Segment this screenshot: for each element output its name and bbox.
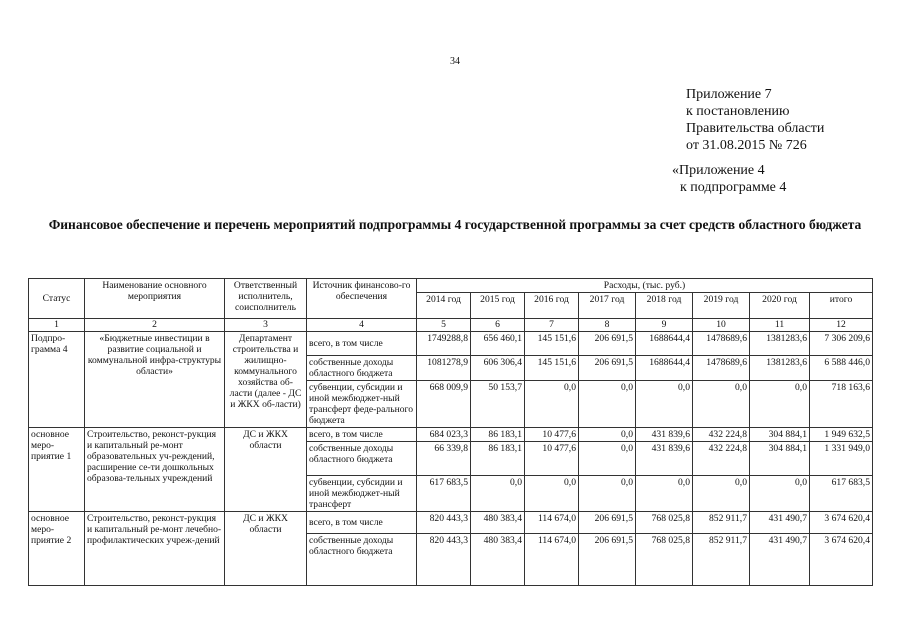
source-cell: собственные доходы областного бюджета <box>307 442 417 476</box>
col-number: 4 <box>307 319 417 332</box>
col-number: 1 <box>29 319 85 332</box>
value-cell: 50 153,7 <box>471 381 525 428</box>
total-cell: 1 949 632,5 <box>810 428 873 442</box>
value-cell: 617 683,5 <box>417 476 471 512</box>
value-cell: 206 691,5 <box>579 356 636 381</box>
value-cell: 0,0 <box>636 381 693 428</box>
value-cell: 431 839,6 <box>636 442 693 476</box>
source-cell: собственные доходы областного бюджета <box>307 534 417 586</box>
value-cell: 1081278,9 <box>417 356 471 381</box>
appendix-old-line: к подпрограмме 4 <box>680 180 787 195</box>
col-number: 11 <box>750 319 810 332</box>
value-cell: 432 224,8 <box>693 442 750 476</box>
value-cell: 0,0 <box>636 476 693 512</box>
value-cell: 0,0 <box>693 476 750 512</box>
value-cell: 431 490,7 <box>750 512 810 534</box>
value-cell: 480 383,4 <box>471 512 525 534</box>
total-cell: 3 674 620,4 <box>810 512 873 534</box>
value-cell: 0,0 <box>750 381 810 428</box>
header-expenses: Расходы, (тыс. руб.) <box>417 279 873 293</box>
appendix-line: Правительства области <box>686 121 825 136</box>
value-cell: 656 460,1 <box>471 332 525 356</box>
value-cell: 852 911,7 <box>693 512 750 534</box>
total-cell: 1 331 949,0 <box>810 442 873 476</box>
value-cell: 114 674,0 <box>525 534 579 586</box>
value-cell: 768 025,8 <box>636 512 693 534</box>
appendix-block <box>686 86 824 154</box>
status-cell: основное меро-приятие 2 <box>29 512 85 586</box>
value-cell: 0,0 <box>471 476 525 512</box>
value-cell: 606 306,4 <box>471 356 525 381</box>
value-cell: 1381283,6 <box>750 356 810 381</box>
value-cell: 1478689,6 <box>693 332 750 356</box>
value-cell: 0,0 <box>579 442 636 476</box>
value-cell: 66 339,8 <box>417 442 471 476</box>
header-year: 2016 год <box>525 293 579 319</box>
value-cell: 0,0 <box>693 381 750 428</box>
header-year: 2017 год <box>579 293 636 319</box>
page-number: 34 <box>450 56 460 67</box>
value-cell: 304 884,1 <box>750 442 810 476</box>
header-source: Источник финансово-го обеспечения <box>307 279 417 319</box>
header-name: Наименование основного мероприятия <box>85 279 225 319</box>
value-cell: 0,0 <box>579 381 636 428</box>
col-number: 12 <box>810 319 873 332</box>
header-year: 2020 год <box>750 293 810 319</box>
activity-name-cell: «Бюджетные инвестиции в развитие социальной и коммунальной инфра-структуры области» <box>85 332 225 428</box>
value-cell: 10 477,6 <box>525 442 579 476</box>
value-cell: 206 691,5 <box>579 332 636 356</box>
total-cell: 3 674 620,4 <box>810 534 873 586</box>
total-cell: 6 588 446,0 <box>810 356 873 381</box>
header-executor: Ответственный исполнитель, соисполнитель <box>225 279 307 319</box>
value-cell: 304 884,1 <box>750 428 810 442</box>
col-number: 6 <box>471 319 525 332</box>
status-cell: основное меро-приятие 1 <box>29 428 85 512</box>
financing-table <box>28 278 873 586</box>
col-number: 2 <box>85 319 225 332</box>
table-row <box>29 332 873 356</box>
value-cell: 1478689,6 <box>693 356 750 381</box>
appendix-old-line: «Приложение 4 <box>672 163 765 178</box>
value-cell: 852 911,7 <box>693 534 750 586</box>
appendix-old-block <box>672 162 786 196</box>
value-cell: 0,0 <box>750 476 810 512</box>
executor-cell: ДС и ЖКХ области <box>225 512 307 586</box>
source-cell: всего, в том числе <box>307 332 417 356</box>
source-cell: субвенции, субсидии и иной межбюджет-ный трансферт феде-рального бюджета <box>307 381 417 428</box>
header-year: 2018 год <box>636 293 693 319</box>
total-cell: 617 683,5 <box>810 476 873 512</box>
value-cell: 10 477,6 <box>525 428 579 442</box>
value-cell: 1749288,8 <box>417 332 471 356</box>
value-cell: 668 009,9 <box>417 381 471 428</box>
value-cell: 145 151,6 <box>525 356 579 381</box>
col-number: 10 <box>693 319 750 332</box>
col-number: 3 <box>225 319 307 332</box>
table-row <box>29 512 873 534</box>
value-cell: 114 674,0 <box>525 512 579 534</box>
value-cell: 820 443,3 <box>417 534 471 586</box>
executor-cell: Департамент строительства и жилищно-коммунального хозяйства об-ласти (далее - ДС и ЖКХ об-ласти) <box>225 332 307 428</box>
value-cell: 0,0 <box>579 428 636 442</box>
source-cell: собственные доходы областного бюджета <box>307 356 417 381</box>
value-cell: 86 183,1 <box>471 428 525 442</box>
col-number: 5 <box>417 319 471 332</box>
header-year: 2019 год <box>693 293 750 319</box>
value-cell: 684 023,3 <box>417 428 471 442</box>
col-number: 7 <box>525 319 579 332</box>
value-cell: 431 839,6 <box>636 428 693 442</box>
status-cell: Подпро-грамма 4 <box>29 332 85 428</box>
appendix-line: к постановлению <box>686 104 790 119</box>
value-cell: 206 691,5 <box>579 512 636 534</box>
source-cell: субвенции, субсидии и иной межбюджет-ный трансферт <box>307 476 417 512</box>
value-cell: 820 443,3 <box>417 512 471 534</box>
total-cell: 718 163,6 <box>810 381 873 428</box>
executor-cell: ДС и ЖКХ области <box>225 428 307 512</box>
source-cell: всего, в том числе <box>307 512 417 534</box>
activity-name-cell: Строительство, реконст-рукция и капитальный ре-монт образовательных уч-реждений, расширение се-ти дошкольных образова-тельных учреждений <box>85 428 225 512</box>
appendix-line: от 31.08.2015 № 726 <box>686 138 807 153</box>
activity-name-cell: Строительство, реконст-рукция и капитальный ре-монт лечебно-профилактических учреж-дений <box>85 512 225 586</box>
header-year: 2014 год <box>417 293 471 319</box>
value-cell: 0,0 <box>579 476 636 512</box>
table-row <box>29 428 873 442</box>
total-cell: 7 306 209,6 <box>810 332 873 356</box>
col-number: 9 <box>636 319 693 332</box>
col-number: 8 <box>579 319 636 332</box>
value-cell: 1688644,4 <box>636 332 693 356</box>
value-cell: 1688644,4 <box>636 356 693 381</box>
value-cell: 0,0 <box>525 381 579 428</box>
value-cell: 86 183,1 <box>471 442 525 476</box>
source-cell: всего, в том числе <box>307 428 417 442</box>
header-status: Статус <box>29 279 85 319</box>
document-title: Финансовое обеспечение и перечень мероприятий подпрограммы 4 государственной программы за счет средств областного бюджета <box>48 217 862 232</box>
header-total: итого <box>810 293 873 319</box>
value-cell: 0,0 <box>525 476 579 512</box>
value-cell: 145 151,6 <box>525 332 579 356</box>
value-cell: 206 691,5 <box>579 534 636 586</box>
appendix-line: Приложение 7 <box>686 87 772 102</box>
header-year: 2015 год <box>471 293 525 319</box>
value-cell: 768 025,8 <box>636 534 693 586</box>
value-cell: 1381283,6 <box>750 332 810 356</box>
value-cell: 431 490,7 <box>750 534 810 586</box>
value-cell: 480 383,4 <box>471 534 525 586</box>
value-cell: 432 224,8 <box>693 428 750 442</box>
